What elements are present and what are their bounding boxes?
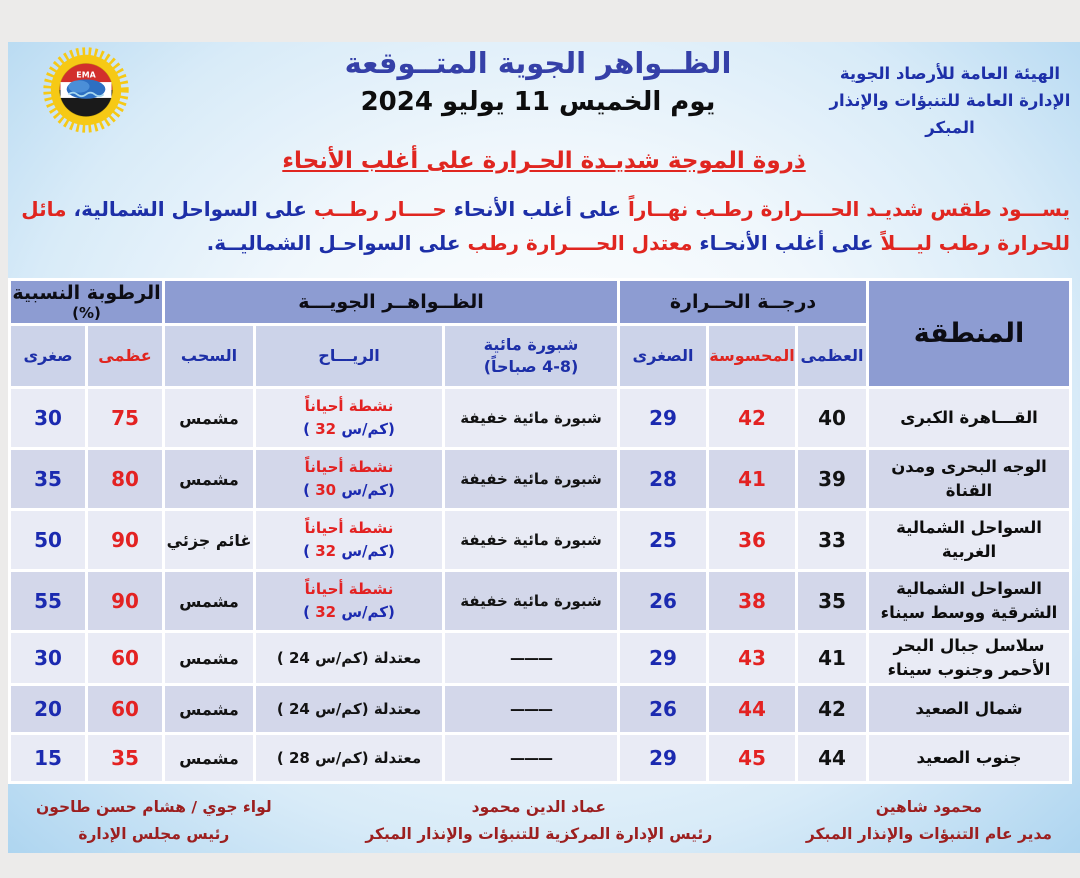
humidity-max-cell: 90	[88, 572, 162, 630]
summary-segment: معتدل الحــــرارة رطب	[460, 231, 693, 255]
wind-description: نشطة أحياناً	[304, 458, 394, 476]
temp-feels-like-cell: 36	[709, 511, 795, 569]
signature-forecast-director	[806, 794, 1052, 848]
region-name-cell: السواحل الشمالية الغربية	[869, 511, 1069, 569]
signature-name: عماد الدين محمود	[471, 798, 606, 816]
weather-summary-paragraph	[18, 192, 1070, 260]
wind-description: معتدلة ( 28 كم/س)	[276, 748, 422, 767]
column-header-tmax: العظمى	[798, 326, 866, 386]
temp-feels-like-cell: 45	[709, 735, 795, 781]
column-header-feels-like: المحسوسة	[709, 326, 795, 386]
wind-cell	[256, 511, 442, 569]
signature-role: مدير عام التنبؤات والإنذار المبكر	[805, 825, 1052, 843]
temp-min-cell: 28	[620, 450, 706, 508]
humidity-min-cell: 30	[11, 389, 85, 447]
no-fog-dash: ———	[510, 700, 552, 718]
region-name-cell: السواحل الشمالية الشرقية ووسط سيناء	[869, 572, 1069, 630]
wind-speed: ( 32 كم/س)	[303, 603, 395, 621]
humidity-min-cell: 20	[11, 686, 85, 732]
ema-authority-logo	[42, 46, 130, 134]
temp-max-cell: 42	[798, 686, 866, 732]
fog-cell	[445, 735, 617, 781]
cloud-cell: مشمس	[165, 686, 253, 732]
fog-cell: شبورة مائية خفيفة	[445, 511, 617, 569]
fog-header-line2: (4-8 صباحاً)	[483, 357, 579, 376]
humidity-max-cell: 80	[88, 450, 162, 508]
wind-cell	[256, 389, 442, 447]
fog-cell: شبورة مائية خفيفة	[445, 389, 617, 447]
summary-segment: على السواحل الشمالية،	[66, 197, 307, 221]
signature-board-chairman	[36, 794, 272, 848]
summary-segment: على أغلب الأنحـاء	[692, 231, 874, 255]
signature-name: محمود شاهين	[875, 798, 983, 816]
summary-segment: على السواحـل الشماليــة.	[206, 231, 461, 255]
group-header-temperature: درجــة الحــرارة	[620, 281, 866, 323]
cloud-cell: مشمس	[165, 450, 253, 508]
fog-cell: شبورة مائية خفيفة	[445, 572, 617, 630]
humidity-max-cell: 60	[88, 686, 162, 732]
cloud-cell: مشمس	[165, 735, 253, 781]
signature-name: لواء جوي / هشام حسن طاحون	[36, 798, 272, 816]
region-name-cell: جنوب الصعيد	[869, 735, 1069, 781]
wind-speed: ( 32 كم/س)	[303, 542, 395, 560]
temp-min-cell: 25	[620, 511, 706, 569]
wind-speed: ( 32 كم/س)	[303, 420, 395, 438]
no-fog-dash: ———	[510, 649, 552, 667]
summary-segment: مائل للحرارة رطب ليـــلاً	[21, 197, 1070, 255]
humidity-min-cell: 55	[11, 572, 85, 630]
temp-max-cell: 44	[798, 735, 866, 781]
cloud-cell: مشمس	[165, 389, 253, 447]
temp-feels-like-cell: 41	[709, 450, 795, 508]
humidity-min-cell: 30	[11, 633, 85, 683]
temp-max-cell: 41	[798, 633, 866, 683]
humidity-max-cell: 75	[88, 389, 162, 447]
temp-min-cell: 29	[620, 389, 706, 447]
column-header-fog	[445, 326, 617, 386]
temp-feels-like-cell: 42	[709, 389, 795, 447]
logo-ema-text: EMA	[76, 70, 96, 80]
humidity-max-cell: 35	[88, 735, 162, 781]
wind-description: نشطة أحياناً	[304, 397, 394, 415]
column-header-humidity-min: صغرى	[11, 326, 85, 386]
signature-central-admin-head	[365, 794, 712, 848]
column-header-region: المنطقة	[869, 281, 1069, 386]
forecast-date: يوم الخميس 11 يوليو 2024	[360, 87, 716, 117]
temp-min-cell: 29	[620, 735, 706, 781]
column-header-tmin: الصغرى	[620, 326, 706, 386]
signatures-row	[8, 794, 1080, 848]
authority-block	[828, 60, 1072, 141]
temp-max-cell: 35	[798, 572, 866, 630]
region-name-cell: القـــاهرة الكبرى	[869, 389, 1069, 447]
page-title: الظــواهر الجوية المتــوقعة	[344, 46, 732, 80]
column-header-humidity-max: عظمى	[88, 326, 162, 386]
no-fog-dash: ———	[510, 749, 552, 767]
fog-cell	[445, 686, 617, 732]
temp-min-cell: 26	[620, 686, 706, 732]
humidity-group-label: الرطوبة النسبية	[12, 282, 161, 304]
wind-description: نشطة أحياناً	[304, 519, 394, 537]
signature-role: رئيس مجلس الإدارة	[78, 825, 230, 843]
authority-name: الهيئة العامة للأرصاد الجوية	[839, 64, 1061, 83]
fog-cell	[445, 633, 617, 683]
wind-description: معتدلة ( 24 كم/س)	[276, 699, 422, 718]
summary-segment: حــــار رطــب	[306, 197, 447, 221]
wind-description: نشطة أحياناً	[304, 580, 394, 598]
fog-header-line1: شبورة مائية	[483, 335, 579, 354]
temp-feels-like-cell: 38	[709, 572, 795, 630]
humidity-min-cell: 50	[11, 511, 85, 569]
temp-feels-like-cell: 44	[709, 686, 795, 732]
region-name-cell: شمال الصعيد	[869, 686, 1069, 732]
temp-max-cell: 40	[798, 389, 866, 447]
humidity-max-cell: 60	[88, 633, 162, 683]
wind-cell	[256, 735, 442, 781]
temp-min-cell: 29	[620, 633, 706, 683]
summary-segment: يســـود طقس شديـد الحــــرارة رطـب نهــاراً	[621, 197, 1070, 221]
temp-min-cell: 26	[620, 572, 706, 630]
cloud-cell: غائم جزئي	[165, 511, 253, 569]
region-name-cell: الوجه البحرى ومدن القناة	[869, 450, 1069, 508]
wind-cell	[256, 450, 442, 508]
humidity-min-cell: 15	[11, 735, 85, 781]
department-name: الإدارة العامة للتنبؤات والإنذار المبكر	[829, 91, 1071, 137]
group-header-phenomena: الظــواهــر الجويـــة	[165, 281, 617, 323]
temp-max-cell: 39	[798, 450, 866, 508]
temp-feels-like-cell: 43	[709, 633, 795, 683]
bulletin-slide	[8, 42, 1080, 853]
wind-speed: ( 30 كم/س)	[303, 481, 395, 499]
humidity-percent-label: (%)	[72, 304, 101, 322]
cloud-cell: مشمس	[165, 572, 253, 630]
wind-cell	[256, 633, 442, 683]
wind-cell	[256, 572, 442, 630]
region-name-cell: سلاسل جبال البحر الأحمر وجنوب سيناء	[869, 633, 1069, 683]
header-center-block	[248, 46, 828, 117]
fog-cell: شبورة مائية خفيفة	[445, 450, 617, 508]
wind-description: معتدلة ( 24 كم/س)	[276, 648, 422, 667]
alert-headline: ذروة الموجة شديـدة الحـرارة على أغلب الأنحاء	[282, 148, 806, 174]
cloud-cell: مشمس	[165, 633, 253, 683]
humidity-min-cell: 35	[11, 450, 85, 508]
forecast-table	[8, 278, 1072, 784]
temp-max-cell: 33	[798, 511, 866, 569]
summary-segment: على أغلب الأنحاء	[446, 197, 622, 221]
column-header-clouds: السحب	[165, 326, 253, 386]
wind-cell	[256, 686, 442, 732]
signature-role: رئيس الإدارة المركزية للتنبؤات والإنذار المبكر	[365, 825, 713, 843]
humidity-max-cell: 90	[88, 511, 162, 569]
group-header-humidity	[11, 281, 162, 323]
column-header-wind: الريـــاح	[256, 326, 442, 386]
